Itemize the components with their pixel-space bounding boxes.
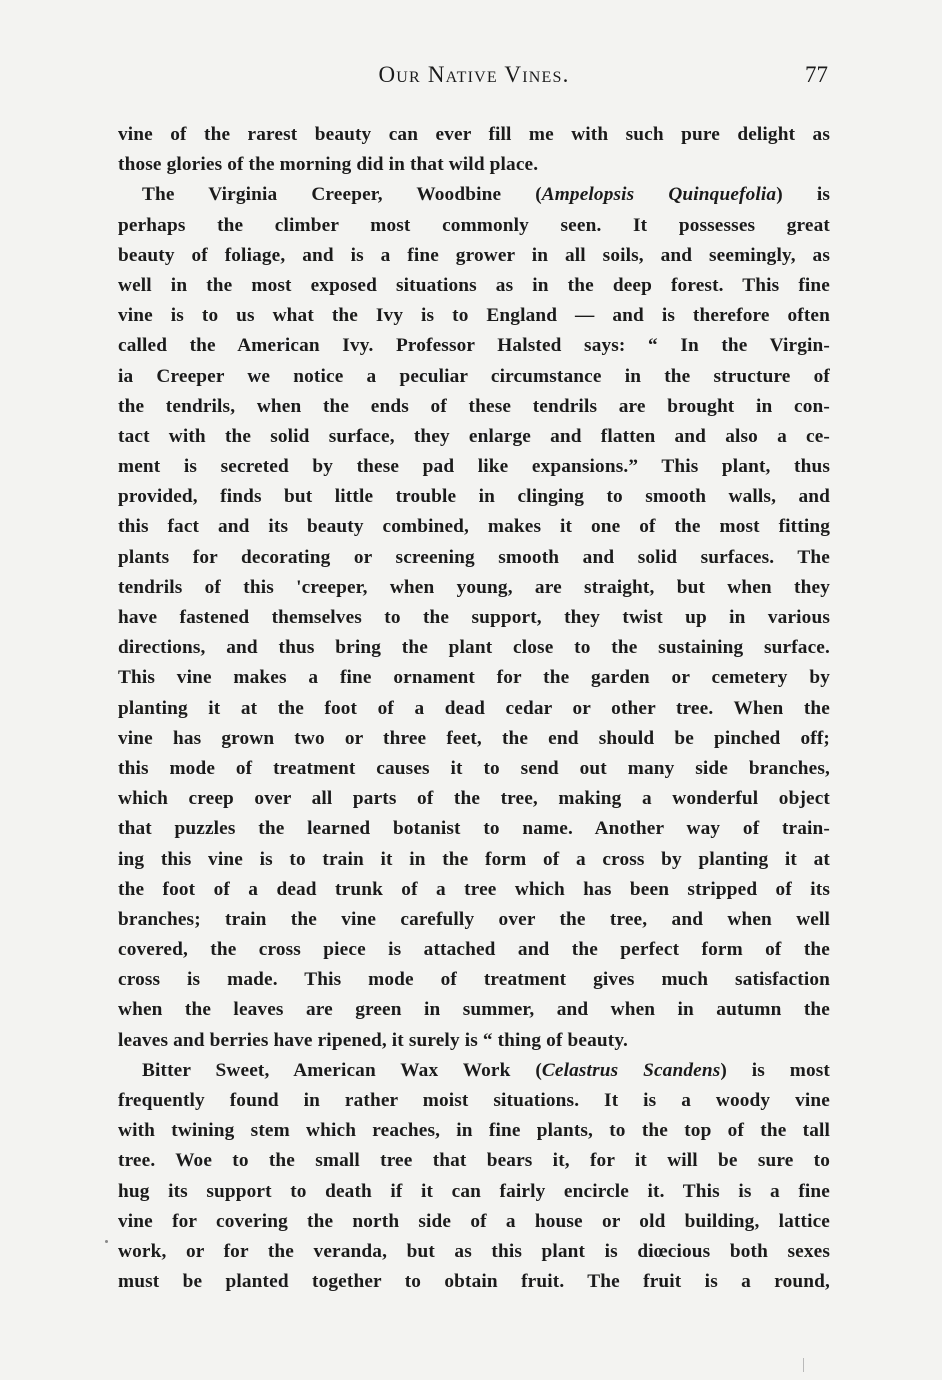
text-line: ment is secreted by these pad like expansions.” This plant, thus xyxy=(118,456,830,478)
text-line: provided, finds but little trouble in clinging to smooth walls, and xyxy=(118,486,830,508)
text-line: called the American Ivy. Professor Halsted says: “ In the Virgin- xyxy=(118,335,830,357)
text-line: Bitter Sweet, American Wax Work (Celastrus Scandens) is most xyxy=(142,1059,830,1081)
text-line: those glories of the morning did in that wild place. xyxy=(118,154,539,176)
text-line: covered, the cross piece is attached and the perfect form of the xyxy=(118,939,830,961)
text-line: tact with the solid surface, they enlarge and flatten and also a ce- xyxy=(118,425,830,447)
body-text xyxy=(118,120,830,1297)
text-line: branches; train the vine carefully over the tree, and when well xyxy=(118,908,830,930)
running-head xyxy=(118,62,830,96)
ink-speck xyxy=(105,1240,108,1243)
text-line: tendrils of this 'creeper, when young, are straight, but when they xyxy=(118,576,830,598)
text-line: beauty of foliage, and is a fine grower in all soils, and seemingly, as xyxy=(118,244,830,266)
text-line: plants for decorating or screening smooth and solid surfaces. The xyxy=(118,546,830,568)
text-line: vine for covering the north side of a house or old building, lattice xyxy=(118,1210,830,1232)
text-line: the foot of a dead trunk of a tree which has been stripped of its xyxy=(118,878,830,900)
text-line: this mode of treatment causes it to send out many side branches, xyxy=(118,757,830,779)
text-line: must be planted together to obtain fruit. The fruit is a round, xyxy=(118,1271,830,1293)
text-line: vine of the rarest beauty can ever fill me with such pure delight as xyxy=(118,124,830,145)
text-line: cross is made. This mode of treatment gives much satisfaction xyxy=(118,969,830,991)
text-line: well in the most exposed situations as in the deep forest. This fine xyxy=(118,274,830,296)
text-line: This vine makes a fine ornament for the garden or cemetery by xyxy=(118,667,830,689)
paper-crease xyxy=(803,1358,804,1372)
text-line: vine is to us what the Ivy is to England — and is therefore often xyxy=(118,305,830,327)
text-line: which creep over all parts of the tree, making a wonderful object xyxy=(118,788,830,810)
running-title: Our Native Vines. xyxy=(378,62,570,87)
text-line: this fact and its beauty combined, makes it one of the most fitting xyxy=(118,516,830,538)
text-line: work, or for the veranda, but as this plant is diœcious both sexes xyxy=(118,1240,830,1262)
text-line: when the leaves are green in summer, and when in autumn the xyxy=(118,999,830,1021)
text-line: have fastened themselves to the support, they twist up in various xyxy=(118,607,830,628)
text-line: The Virginia Creeper, Woodbine (Ampelopsis Quinquefolia) is xyxy=(142,184,830,206)
text-line: vine has grown two or three feet, the end should be pinched off; xyxy=(118,727,830,749)
latin-name: Ampelopsis Quinquefolia xyxy=(541,184,777,206)
text-line: frequently found in rather moist situations. It is a woody vine xyxy=(118,1090,830,1111)
latin-name: Celastrus Scandens xyxy=(541,1059,721,1081)
text-line: with twining stem which reaches, in fine plants, to the top of the tall xyxy=(118,1120,830,1142)
page-number: 77 xyxy=(805,62,828,87)
text-line: tree. Woe to the small tree that bears it, for it will be sure to xyxy=(118,1150,830,1172)
text-line: planting it at the foot of a dead cedar or other tree. When the xyxy=(118,697,830,719)
text-line: ia Creeper we notice a peculiar circumstance in the structure of xyxy=(118,365,830,387)
text-line: ing this vine is to train it in the form of a cross by planting it at xyxy=(118,848,830,870)
text-line: the tendrils, when the ends of these tendrils are brought in con- xyxy=(118,395,830,417)
text-line: that puzzles the learned botanist to name. Another way of train- xyxy=(118,818,830,840)
text-line: leaves and berries have ripened, it surely is “ thing of beauty. xyxy=(118,1029,629,1051)
text-line: hug its support to death if it can fairly encircle it. This is a fine xyxy=(118,1180,830,1202)
text-line: directions, and thus bring the plant close to the sustaining surface. xyxy=(118,637,830,659)
text-line: perhaps the climber most commonly seen. It possesses great xyxy=(118,214,830,236)
